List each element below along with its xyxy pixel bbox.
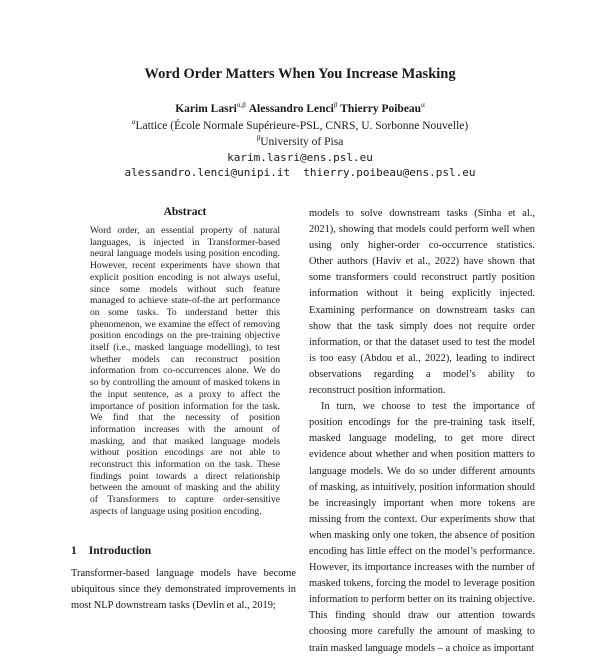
author-name: Karim Lasri bbox=[175, 102, 237, 115]
author-affiliation-marker: α bbox=[421, 101, 425, 109]
author-name: Alessandro Lenci bbox=[248, 102, 334, 115]
section-title: Introduction bbox=[88, 545, 152, 557]
author-email: alessandro.lenci@unipi.it thierry.poibeau@ens.psl.eu bbox=[124, 166, 476, 179]
abstract-heading: Abstract bbox=[163, 206, 207, 218]
affiliation-text: University of Pisa bbox=[260, 135, 344, 148]
body-paragraph: In turn, we choose to test the importance of position encodings for the pre-training task itself, masked language modeling, to get more direct evidence about whether and when position matters to language models. We do so under different amounts of masking, as intuitively, position information should be increasingly important when more tokens are missing from the context. Our experiments show that when masking only one token, the absence of position encoding has little effect on the model’s performance. However, its importance increases with the number of masked tokens, forcing the model to leverage position information to perform better on its training objective. This finding should draw our attention towards choosing more carefully the amount of masking to train masked language models – a choice as important bbox=[309, 401, 535, 654]
introduction-text: Transformer-based language models have become ubiquitous since they demonstrated improvements in most NLP downstream tasks (Devlin et al., 2019; bbox=[71, 568, 296, 611]
author-list bbox=[0, 101, 600, 115]
author-affiliation-marker: β bbox=[333, 101, 338, 109]
section-number: 1 bbox=[71, 545, 77, 557]
body-paragraph: models to solve downstream tasks (Sinha et al., 2021), showing that models could perform well when using only higher-order co-occurrence statistics. Other authors (Haviv et al., 2022) have shown that some transformers could reconstruct partly position information without it being explicitly injected. Examining performance on downstream tasks can show that the task simply does not require order information, or that the dataset used to test the model is too easy (Abdou et al., 2022), leading to indirect observations regarding a model’s ability to reconstruct position information. bbox=[309, 208, 535, 397]
paper-title: Word Order Matters When You Increase Masking bbox=[144, 66, 456, 82]
affiliation-line bbox=[0, 118, 600, 132]
author-name: Thierry Poibeau bbox=[340, 102, 422, 115]
author-email: karim.lasri@ens.psl.eu bbox=[227, 151, 373, 164]
right-column bbox=[309, 206, 535, 657]
affiliation-text: Lattice (École Normale Supérieure-PSL, CNRS, U. Sorbonne Nouvelle) bbox=[135, 119, 469, 132]
affiliation-line bbox=[0, 134, 600, 148]
affiliation-marker: β bbox=[256, 134, 261, 142]
affiliation-marker: α bbox=[131, 118, 136, 126]
author-affiliation-marker: α,β bbox=[236, 101, 246, 109]
section-heading-introduction bbox=[71, 545, 151, 557]
abstract-body: Word order, an essential property of natural languages, is injected in Transformer-based neural language models using position encoding. However, recent experiments have shown that explicit position encoding is not always useful, since some models without such feature managed to achieve state-of-the art performance on some tasks. To understand better this phenomenon, we examine the effect of removing position encodings on the pre-training objective itself (i.e., masked language modelling), to test whether models can reconstruct position information from co-occurrences alone. We do so by controlling the amount of masked tokens in the input sentence, as a proxy to affect the importance of position information for the task. We find that the necessity of position information increases with the amount of masking, and that masked language models without position encodings are not able to reconstruct this information on the task. These findings point towards a direct relationship between the amount of masking and the ability of Transformers to capture order-sensitive aspects of language using position encoding. bbox=[90, 225, 280, 517]
